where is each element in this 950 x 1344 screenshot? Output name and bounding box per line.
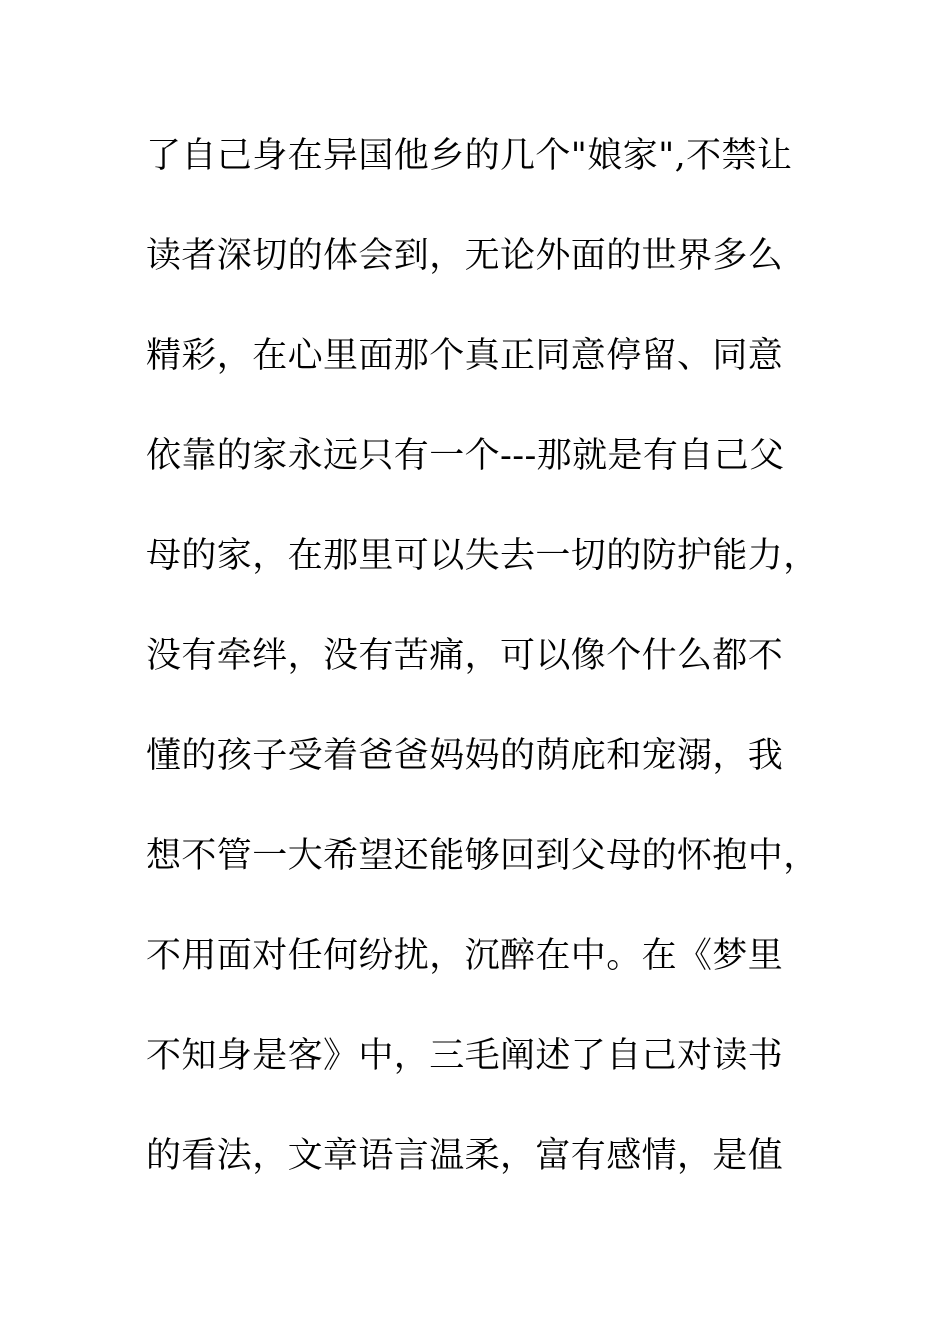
text-line: 依靠的家永远只有一个---那就是有自己父 — [146, 436, 785, 476]
text-line: 没有牵绊，没有苦痛，可以像个什么都不 — [146, 636, 784, 676]
text-line: 懂的孩子受着爸爸妈妈的荫庇和宠溺，我 — [146, 736, 784, 776]
paragraph — [146, 126, 826, 1226]
text-line: 不用面对任何纷扰，沉醉在中。在《梦里 — [146, 936, 784, 976]
text-line: 母的家，在那里可以失去一切的防护能力， — [146, 536, 819, 576]
text-line: 想不管一大希望还能够回到父母的怀抱中， — [146, 836, 819, 876]
text-line: 了自己身在异国他乡的几个"娘家",不禁让 — [146, 136, 793, 176]
text-line: 精彩，在心里面那个真正同意停留、同意 — [146, 336, 784, 376]
text-line: 不知身是客》中，三毛阐述了自己对读书 — [146, 1036, 784, 1076]
text-line: 的看法，文章语言温柔，富有感情，是值 — [146, 1136, 784, 1176]
text-line: 读者深切的体会到，无论外面的世界多么 — [146, 236, 784, 276]
